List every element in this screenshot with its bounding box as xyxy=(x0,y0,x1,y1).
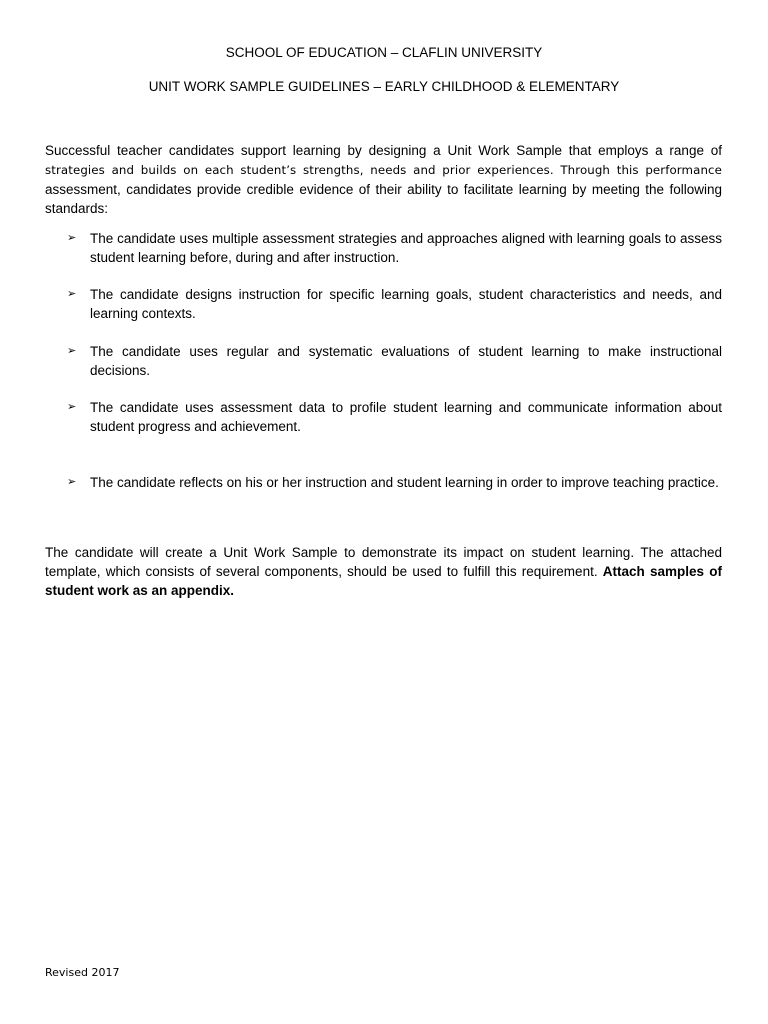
closing-bold-instruction: Attach samples of student work as an appendix. xyxy=(45,564,723,598)
arrow-bullet-icon: ➢ xyxy=(67,232,77,244)
closing-text: The candidate will create a Unit Work Sample to demonstrate its impact on student learning. The attached template, which consists of several components, should be used to fulfill this requirement. xyxy=(45,545,722,579)
document-title-school: SCHOOL OF EDUCATION – CLAFLIN UNIVERSITY xyxy=(225,45,543,60)
revision-footer: Revised 2017 xyxy=(45,966,120,979)
intro-text-part2: strategies and builds on each student’s strengths, needs and prior experiences. Through this performance xyxy=(45,163,722,177)
standard-text-5: The candidate reflects on his or her instruction and student learning in order to improve teaching practice. xyxy=(90,475,719,490)
document-title-guidelines: UNIT WORK SAMPLE GUIDELINES – EARLY CHILDHOOD & ELEMENTARY xyxy=(148,79,620,94)
standard-item-4 xyxy=(67,398,722,436)
standard-item-5 xyxy=(67,473,722,492)
intro-text-part1: Successful teacher candidates support learning by designing a Unit Work Sample that employs a range of xyxy=(45,143,722,158)
standard-text-2: The candidate designs instruction for specific learning goals, student characteristics and needs, and learning contexts. xyxy=(90,287,722,321)
standard-text-1: The candidate uses multiple assessment strategies and approaches aligned with learning goals to assess student learning before, during and after instruction. xyxy=(90,231,722,265)
standard-item-3 xyxy=(67,342,722,380)
standard-text-3: The candidate uses regular and systematic evaluations of student learning to make instructional decisions. xyxy=(90,344,722,378)
arrow-bullet-icon: ➢ xyxy=(67,401,77,413)
standard-item-2 xyxy=(67,285,722,323)
intro-text-part3: assessment, candidates provide credible evidence of their ability to facilitate learning by meeting the following standards: xyxy=(45,182,722,216)
intro-paragraph xyxy=(45,141,722,218)
standard-item-1 xyxy=(67,229,722,267)
arrow-bullet-icon: ➢ xyxy=(67,345,77,357)
standard-text-4: The candidate uses assessment data to profile student learning and communicate information about student progress and achievement. xyxy=(90,400,722,434)
arrow-bullet-icon: ➢ xyxy=(67,476,77,488)
arrow-bullet-icon: ➢ xyxy=(67,288,77,300)
closing-paragraph xyxy=(45,543,722,600)
